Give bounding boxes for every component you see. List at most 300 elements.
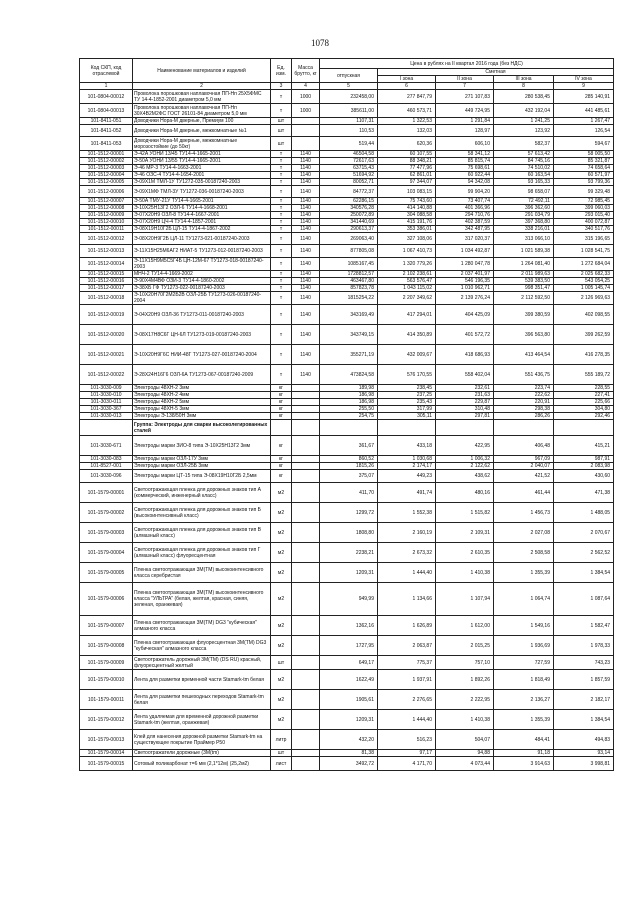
- item-mass: 1140: [292, 365, 320, 385]
- header-zone-4: IV зона: [554, 76, 614, 83]
- item-unit: т: [271, 219, 292, 226]
- release-price: 1362,16: [320, 616, 378, 636]
- price-zone-3: 396 563,80: [494, 325, 554, 345]
- item-mass: [292, 413, 320, 420]
- item-code: 101-0804-00013: [80, 104, 133, 118]
- item-unit: шт: [271, 118, 292, 125]
- price-zone-1: 775,37: [378, 656, 436, 670]
- release-price: 2238,21: [320, 543, 378, 563]
- release-price: 1299,72: [320, 503, 378, 523]
- table-row: [80, 413, 614, 420]
- item-name: Клей для нанесения дорожной разметки Stamark-tm на существующее покрытие Праймер Р50: [133, 730, 271, 750]
- item-mass: [292, 470, 320, 483]
- item-mass: 1140: [292, 219, 320, 226]
- price-zone-4: 1 087,64: [554, 583, 614, 616]
- empty-cell: [320, 420, 378, 436]
- column-number: 2: [133, 83, 271, 90]
- item-mass: [292, 563, 320, 583]
- release-price: 46504,58: [320, 151, 378, 158]
- price-zone-4: 340 517,76: [554, 226, 614, 233]
- item-mass: 1140: [292, 179, 320, 186]
- price-zone-4: 1 028 541,75: [554, 245, 614, 258]
- item-name: Э-09Х1МФ ТМЛ-3У ТУ1272-036-00187240-2003: [133, 186, 271, 198]
- price-zone-2: 94,88: [436, 750, 494, 757]
- item-unit: т: [271, 212, 292, 219]
- item-name: Э-90Х4М4ВФ ОЗИ-3 ТУ14-4-1860-2002: [133, 278, 271, 285]
- price-zone-2: 1 034 492,87: [436, 245, 494, 258]
- release-price: 519,44: [320, 137, 378, 151]
- header-zone-1: I зона: [378, 76, 436, 83]
- item-mass: 1140: [292, 151, 320, 158]
- price-zone-4: 2 025 682,33: [554, 271, 614, 278]
- price-zone-2: 99 904,20: [436, 186, 494, 198]
- release-price: 361,67: [320, 436, 378, 456]
- price-zone-3: 57 613,42: [494, 151, 554, 158]
- price-zone-1: 449,23: [378, 470, 436, 483]
- price-zone-2: 4 073,44: [436, 757, 494, 771]
- table-row: [80, 198, 614, 205]
- item-code: 101-1512-00004: [80, 172, 133, 179]
- item-name: Э-07Х20Н9 ЦЧ-4 ТУ14-4-1857-2001: [133, 219, 271, 226]
- price-zone-1: 1 322,53: [378, 118, 436, 125]
- price-zone-4: 1 978,33: [554, 636, 614, 656]
- item-name: Э-08Х17Н8С6Г ЦН-6Л ТУ1273-019-00187240-2003: [133, 325, 271, 345]
- item-code: 101-1579-00010: [80, 670, 133, 690]
- price-zone-3: 1 818,49: [494, 670, 554, 690]
- item-unit: литр: [271, 730, 292, 750]
- table-row: [80, 292, 614, 305]
- item-name: МНЧ-2 ТУ14-4-1669-2002: [133, 271, 271, 278]
- item-code: 101-3030-083: [80, 456, 133, 463]
- table-row: [80, 158, 614, 165]
- table-row: [80, 710, 614, 730]
- price-zone-3: 72 492,11: [494, 198, 554, 205]
- price-zone-1: 433,18: [378, 436, 436, 456]
- item-mass: [292, 656, 320, 670]
- item-mass: 1140: [292, 205, 320, 212]
- item-name: Э-10Х20Н70Г2М2Б2В ОЗЛ-25Б ТУ1273-026-00187240-2004: [133, 292, 271, 305]
- release-price: 189,98: [320, 385, 378, 392]
- table-row: [80, 325, 614, 345]
- item-code: 101-1512-00008: [80, 205, 133, 212]
- item-unit: т: [271, 104, 292, 118]
- release-price: 1728812,57: [320, 271, 378, 278]
- item-unit: м2: [271, 583, 292, 616]
- price-zone-4: 72 985,45: [554, 198, 614, 205]
- item-code: 101-1512-00003: [80, 165, 133, 172]
- price-zone-4: 2 562,52: [554, 543, 614, 563]
- item-mass: [292, 750, 320, 757]
- item-name: Электроды 48XH-5 3мм: [133, 406, 271, 413]
- item-code: 101-1512-00016: [80, 278, 133, 285]
- release-price: 3492,72: [320, 757, 378, 771]
- release-price: 375,07: [320, 470, 378, 483]
- price-zone-1: 620,36: [378, 137, 436, 151]
- price-table: [79, 58, 614, 771]
- price-zone-3: 396 362,60: [494, 205, 554, 212]
- price-zone-3: 286,26: [494, 413, 554, 420]
- price-zone-2: 232,61: [436, 385, 494, 392]
- item-name: Э-50А ТМУ-21У ТУ14-4-1665-2001: [133, 198, 271, 205]
- item-code: 101-1512-00011: [80, 226, 133, 233]
- item-unit: лист: [271, 757, 292, 771]
- item-code: 101-1579-00006: [80, 583, 133, 616]
- price-zone-3: 432 192,04: [494, 104, 554, 118]
- release-price: 290613,37: [320, 226, 378, 233]
- price-zone-2: 317 020,37: [436, 233, 494, 245]
- release-price: 1107,31: [320, 118, 378, 125]
- item-name: Проволока порошковая наплавочная ПП-Нп 25Х5ФМС ТУ 14-4-1852-2001 диаметром 5,0 мм: [133, 90, 271, 104]
- header-unit: Ед. изм.: [271, 59, 292, 83]
- price-zone-4: 225,66: [554, 399, 614, 406]
- price-zone-2: 294 710,76: [436, 212, 494, 219]
- price-zone-4: 471,38: [554, 483, 614, 503]
- header-zone-2: II зона: [436, 76, 494, 83]
- column-number: 4: [292, 83, 320, 90]
- price-zone-4: 430,60: [554, 470, 614, 483]
- table-row: [80, 583, 614, 616]
- item-name: Электроды 48XH-2 5мм: [133, 399, 271, 406]
- table-row: [80, 563, 614, 583]
- item-code: 101-1579-00005: [80, 563, 133, 583]
- item-mass: 1140: [292, 292, 320, 305]
- item-code: 101-1512-00006: [80, 186, 133, 198]
- price-zone-4: 1 005 145,74: [554, 285, 614, 292]
- item-code: 101-3030-013: [80, 413, 133, 420]
- item-mass: [292, 616, 320, 636]
- item-name: Э-04Х20Н9 ОЗЛ-36 ТУ1273-011-00187240-2003: [133, 305, 271, 325]
- price-zone-1: 2 160,19: [378, 523, 436, 543]
- price-zone-2: 1 612,00: [436, 616, 494, 636]
- column-number: 7: [436, 83, 494, 90]
- price-zone-1: 576 170,55: [378, 365, 436, 385]
- item-code: 101-1512-00001: [80, 151, 133, 158]
- price-zone-1: 4 171,70: [378, 757, 436, 771]
- item-unit: м2: [271, 503, 292, 523]
- item-name: Проволока порошковая наплавочная ПП-Нп 30Х4В2М2ФС ГОСТ 26101-84 диаметром 5,0 мм: [133, 104, 271, 118]
- item-mass: [292, 392, 320, 399]
- item-name: Доводчики Нора-М дверные, межкомнатные №1: [133, 125, 271, 137]
- price-zone-4: 743,23: [554, 656, 614, 670]
- item-code: 101-1579-00008: [80, 636, 133, 656]
- empty-cell: [378, 420, 436, 436]
- price-zone-1: 460 573,71: [378, 104, 436, 118]
- column-number: 3: [271, 83, 292, 90]
- price-zone-3: 74 510,02: [494, 165, 554, 172]
- release-price: 340576,28: [320, 205, 378, 212]
- price-zone-3: 220,91: [494, 399, 554, 406]
- item-name: Э-38ХБ ГФ ТУ1273-022-00187240-2003: [133, 285, 271, 292]
- price-zone-1: 97,17: [378, 750, 436, 757]
- item-unit: кг: [271, 392, 292, 399]
- item-unit: т: [271, 285, 292, 292]
- release-price: 1209,31: [320, 710, 378, 730]
- item-mass: [292, 523, 320, 543]
- price-zone-2: 504,07: [436, 730, 494, 750]
- price-zone-2: 1 892,26: [436, 670, 494, 690]
- item-unit: т: [271, 198, 292, 205]
- item-unit: шт: [271, 750, 292, 757]
- price-zone-3: 1 355,39: [494, 563, 554, 583]
- item-name: Светоотражающая пленка для дорожных знаков тип Г (алмазный класс) флуоресцентная: [133, 543, 271, 563]
- item-unit: м2: [271, 690, 292, 710]
- release-price: 63715,43: [320, 165, 378, 172]
- price-zone-4: 60 571,97: [554, 172, 614, 179]
- price-zone-1: 237,25: [378, 392, 436, 399]
- price-zone-1: 491,74: [378, 483, 436, 503]
- header-mass: Масса брутто, кг: [292, 59, 320, 83]
- item-mass: 1140: [292, 186, 320, 198]
- price-zone-1: 2 276,65: [378, 690, 436, 710]
- price-zone-3: 2 508,58: [494, 543, 554, 563]
- price-zone-3: 1 241,25: [494, 118, 554, 125]
- item-mass: [292, 463, 320, 470]
- price-zone-4: 1 582,47: [554, 616, 614, 636]
- item-unit: т: [271, 271, 292, 278]
- price-zone-3: 421,52: [494, 470, 554, 483]
- column-number: 5: [320, 83, 378, 90]
- release-price: 355271,19: [320, 345, 378, 365]
- release-price: 186,98: [320, 392, 378, 399]
- item-mass: [292, 636, 320, 656]
- release-price: 877805,08: [320, 245, 378, 258]
- item-name: Доводчики Нора-М дверные, Премиум 100: [133, 118, 271, 125]
- item-mass: 1140: [292, 305, 320, 325]
- price-zone-4: 126,54: [554, 125, 614, 137]
- release-price: 341440,69: [320, 219, 378, 226]
- price-zone-4: 292,46: [554, 413, 614, 420]
- price-zone-2: 1 410,38: [436, 563, 494, 583]
- item-name: Электроды марки ОЗЛ-25Б 3мм: [133, 463, 271, 470]
- item-unit: кг: [271, 470, 292, 483]
- item-code: 101-3030-671: [80, 436, 133, 456]
- item-mass: [292, 483, 320, 503]
- price-zone-3: 1 355,39: [494, 710, 554, 730]
- price-zone-1: 2 102 238,61: [378, 271, 436, 278]
- table-row: [80, 757, 614, 771]
- item-name: Пленка светоотражающая 3М(ТМ) высокоинтенсивного класса серебристая: [133, 563, 271, 583]
- table-row: [80, 392, 614, 399]
- price-zone-3: 291 034,79: [494, 212, 554, 219]
- table-row: [80, 258, 614, 271]
- item-code: 101-1512-00018: [80, 292, 133, 305]
- release-price: 463467,80: [320, 278, 378, 285]
- price-zone-2: 480,16: [436, 483, 494, 503]
- item-name: Пленка светоотражающая 3М(ТМ) высокоинтенсивного класса "УЛЬТРА" (белая, желтая, красная, синяя, зеленая, оранжевая): [133, 583, 271, 616]
- item-unit: т: [271, 205, 292, 212]
- price-zone-4: 402 098,55: [554, 305, 614, 325]
- item-name: Светоотражающая пленка для дорожных знаков тип А (коммерческий, инженерный класс): [133, 483, 271, 503]
- release-price: 1808,80: [320, 523, 378, 543]
- table-row: [80, 399, 614, 406]
- price-zone-3: 2 112 592,50: [494, 292, 554, 305]
- price-zone-2: 310,48: [436, 406, 494, 413]
- price-zone-4: 2 083,98: [554, 463, 614, 470]
- price-zone-3: 484,41: [494, 730, 554, 750]
- item-unit: т: [271, 165, 292, 172]
- price-zone-4: 987,91: [554, 456, 614, 463]
- price-zone-3: 2 027,08: [494, 523, 554, 543]
- price-zone-1: 1 626,89: [378, 616, 436, 636]
- price-zone-2: 418 686,93: [436, 345, 494, 365]
- price-zone-4: 93,14: [554, 750, 614, 757]
- table-row: [80, 730, 614, 750]
- release-price: 1815,26: [320, 463, 378, 470]
- table-row: [80, 179, 614, 186]
- item-code: 101-8411-053: [80, 137, 133, 151]
- price-zone-4: 3 998,81: [554, 757, 614, 771]
- table-row: [80, 345, 614, 365]
- price-zone-3: 298,38: [494, 406, 554, 413]
- price-zone-3: 84 745,16: [494, 158, 554, 165]
- item-code: 101-1579-00013: [80, 730, 133, 750]
- table-row: [80, 233, 614, 245]
- price-zone-4: 227,41: [554, 392, 614, 399]
- item-name: Пленка светоотражающая флуоресцентная 3М(ТМ) DG3 "кубическая" алмазного класса: [133, 636, 271, 656]
- price-zone-1: 353 386,01: [378, 226, 436, 233]
- price-zone-3: 222,62: [494, 392, 554, 399]
- price-zone-3: 1 021 589,38: [494, 245, 554, 258]
- item-unit: м2: [271, 670, 292, 690]
- item-unit: м2: [271, 616, 292, 636]
- price-zone-4: 74 658,64: [554, 165, 614, 172]
- item-name: Светоотражающая пленка для дорожных знаков тип Б (высокоинтенсивный класс): [133, 503, 271, 523]
- price-zone-1: 60 107,55: [378, 151, 436, 158]
- item-name: Электроды марки ЦТ-15 типа Э-08Х19Н10Г2Б 2,5мм: [133, 470, 271, 483]
- empty-cell: [271, 420, 292, 436]
- table-row: [80, 118, 614, 125]
- empty-cell: [554, 420, 614, 436]
- item-name: Доводчики Нора-М дверные, межкомнатные морозостойкие (до 50кг): [133, 137, 271, 151]
- item-code: 101-1512-00017: [80, 285, 133, 292]
- item-code: 101-1512-00022: [80, 365, 133, 385]
- item-name: Э-08Х20Н9Г2Б ЦЛ-11 ТУ1273-021-00187240-2003: [133, 233, 271, 245]
- price-zone-3: 3 914,63: [494, 757, 554, 771]
- item-unit: т: [271, 305, 292, 325]
- item-unit: м2: [271, 710, 292, 730]
- table-row: [80, 186, 614, 198]
- table-row: [80, 137, 614, 151]
- price-zone-2: 558 402,04: [436, 365, 494, 385]
- price-zone-2: 1 010 962,71: [436, 285, 494, 292]
- price-zone-4: 1 384,54: [554, 710, 614, 730]
- price-zone-4: 2 182,17: [554, 690, 614, 710]
- price-zone-2: 422,95: [436, 436, 494, 456]
- price-zone-2: 342 487,95: [436, 226, 494, 233]
- price-zone-4: 285 140,91: [554, 90, 614, 104]
- price-zone-3: 399 380,59: [494, 305, 554, 325]
- item-unit: т: [271, 158, 292, 165]
- release-price: 1815254,22: [320, 292, 378, 305]
- table-row: [80, 690, 614, 710]
- item-name: Пленка светоотражающая 3М(ТМ) DG3 "кубическая" алмазного класса: [133, 616, 271, 636]
- price-zone-3: 413 464,54: [494, 345, 554, 365]
- release-price: 255,50: [320, 406, 378, 413]
- item-mass: 1000: [292, 104, 320, 118]
- header-estimated-price: Сметная: [378, 69, 614, 76]
- item-unit: т: [271, 325, 292, 345]
- price-zone-2: 1 515,82: [436, 503, 494, 523]
- price-zone-1: 1 552,38: [378, 503, 436, 523]
- header-price-group: Цена в рублях на II квартал 2016 года (без НДС): [320, 59, 614, 69]
- price-zone-1: 1 937,91: [378, 670, 436, 690]
- item-mass: 1140: [292, 198, 320, 205]
- release-price: 385611,00: [320, 104, 378, 118]
- price-zone-3: 1 549,16: [494, 616, 554, 636]
- price-zone-2: 60 922,44: [436, 172, 494, 179]
- item-mass: 1140: [292, 325, 320, 345]
- item-name: Э-11Х15Н25М6АГ2 НИАТ-5 ТУ1273-012-00187240-2003: [133, 245, 271, 258]
- table-row: [80, 125, 614, 137]
- item-mass: 1140: [292, 245, 320, 258]
- item-mass: [292, 399, 320, 406]
- price-zone-2: 85 815,74: [436, 158, 494, 165]
- price-zone-1: 417 294,01: [378, 305, 436, 325]
- item-unit: м2: [271, 563, 292, 583]
- price-zone-1: 1 067 410,73: [378, 245, 436, 258]
- table-row: [80, 483, 614, 503]
- release-price: 186,98: [320, 399, 378, 406]
- price-zone-3: 998 351,47: [494, 285, 554, 292]
- price-zone-3: 2 040,07: [494, 463, 554, 470]
- column-number: 6: [378, 83, 436, 90]
- item-unit: кг: [271, 463, 292, 470]
- item-code: 101-8411-052: [80, 125, 133, 137]
- item-unit: кг: [271, 399, 292, 406]
- price-zone-2: 2 109,31: [436, 523, 494, 543]
- release-price: 51694,92: [320, 172, 378, 179]
- price-zone-2: 229,87: [436, 399, 494, 406]
- price-zone-2: 94 342,08: [436, 179, 494, 186]
- release-price: 473824,58: [320, 365, 378, 385]
- price-zone-4: 543 054,25: [554, 278, 614, 285]
- item-mass: [292, 125, 320, 137]
- column-number: 9: [554, 83, 614, 90]
- item-unit: шт: [271, 125, 292, 137]
- price-zone-4: 1 488,05: [554, 503, 614, 523]
- price-zone-4: 304,80: [554, 406, 614, 413]
- item-mass: 1140: [292, 271, 320, 278]
- release-price: 1085167,45: [320, 258, 378, 271]
- item-mass: [292, 710, 320, 730]
- release-price: 343169,49: [320, 305, 378, 325]
- table-row: [80, 165, 614, 172]
- price-zone-3: 123,92: [494, 125, 554, 137]
- release-price: 232458,00: [320, 90, 378, 104]
- item-mass: 1000: [292, 90, 320, 104]
- table-row: [80, 205, 614, 212]
- item-unit: т: [271, 258, 292, 271]
- price-zone-4: 415,21: [554, 436, 614, 456]
- item-mass: [292, 406, 320, 413]
- column-number: 1: [80, 83, 133, 90]
- table-row: [80, 278, 614, 285]
- table-row: [80, 219, 614, 226]
- item-name: Э-09Х1М ТМЛ-1У ТУ1272-035-00187240-2003: [133, 179, 271, 186]
- price-zone-1: 317,99: [378, 406, 436, 413]
- price-zone-4: 416 278,35: [554, 345, 614, 365]
- table-row: [80, 463, 614, 470]
- table-row: [80, 285, 614, 292]
- price-zone-1: 304 088,58: [378, 212, 436, 219]
- price-zone-4: 2 126 969,63: [554, 292, 614, 305]
- item-code: 101-1512-00014: [80, 258, 133, 271]
- price-zone-3: 967,09: [494, 456, 554, 463]
- release-price: 84772,37: [320, 186, 378, 198]
- price-zone-3: 1 264 081,40: [494, 258, 554, 271]
- price-zone-3: 1 936,69: [494, 636, 554, 656]
- item-unit: м2: [271, 523, 292, 543]
